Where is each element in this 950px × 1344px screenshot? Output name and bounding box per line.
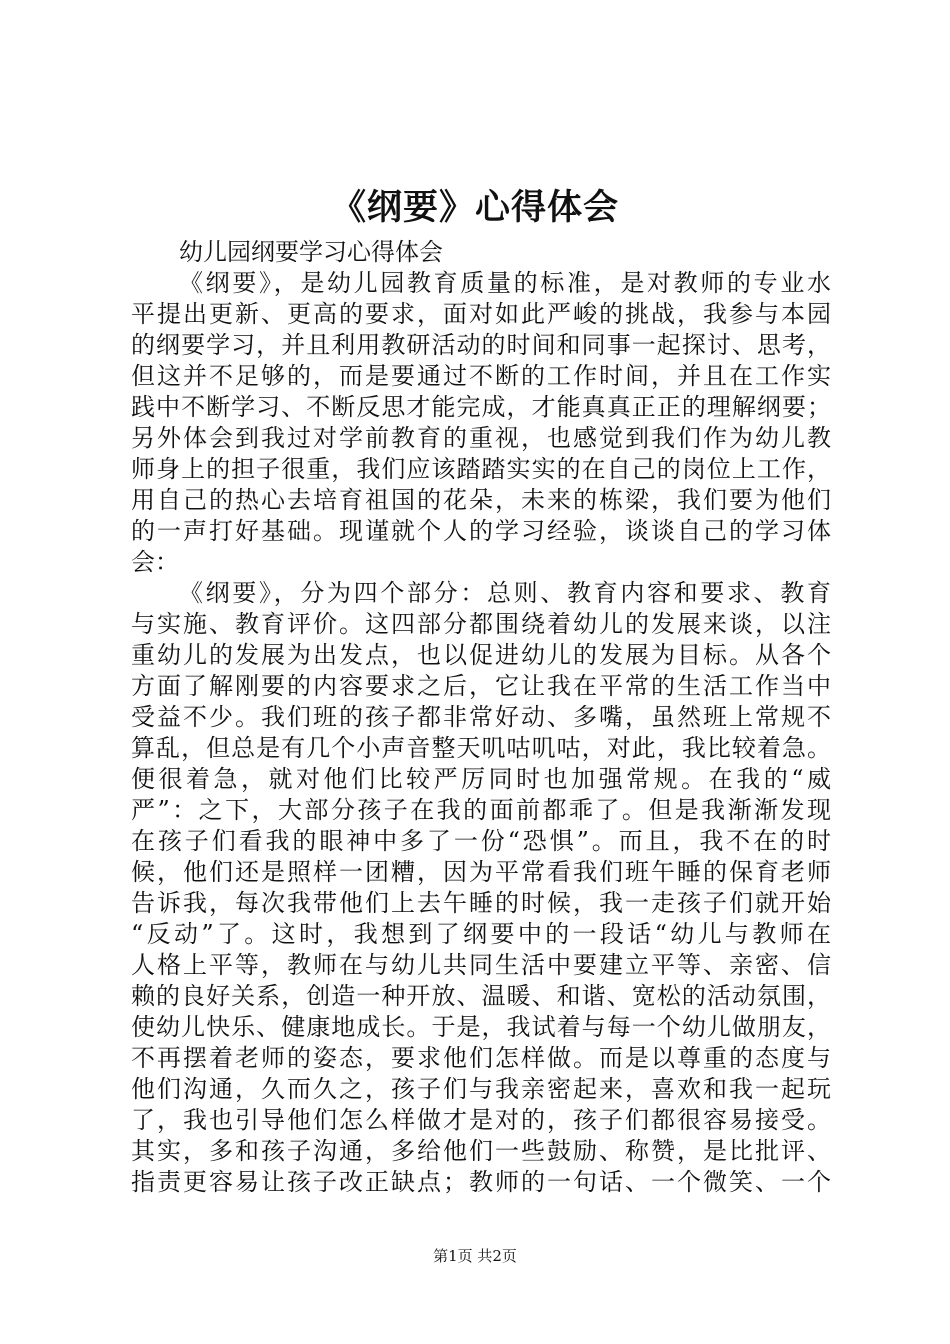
paragraph-line: 候，他们还是照样一团糟，因为平常看我们班午睡的保育老师 [131, 858, 831, 886]
paragraph-line: 算乱，但总是有几个小声音整天叽咕叽咕，对此，我比较着急。 [131, 734, 831, 762]
paragraph-line: 践中不断学习、不断反思才能完成，才能真真正正的理解纲要； [131, 393, 831, 421]
paragraph-line: 告诉我，每次我带他们上去午睡的时候，我一走孩子们就开始 [131, 889, 831, 917]
paragraph-1 [131, 268, 831, 578]
paragraph-line: 另外体会到我过对学前教育的重视，也感觉到我们作为幼儿教 [131, 424, 831, 452]
paragraph-line: 方面了解刚要的内容要求之后，它让我在平常的生活工作当中 [131, 672, 831, 700]
paragraph-line: 其实，多和孩子沟通，多给他们一些鼓励、称赞，是比批评、 [131, 1137, 831, 1165]
paragraph-line: 人格上平等，教师在与幼儿共同生活中要建立平等、亲密、信 [131, 951, 831, 979]
paragraph-line: 使幼儿快乐、健康地成长。于是，我试着与每一个幼儿做朋友， [131, 1013, 831, 1041]
paragraph-line: 的纲要学习，并且利用教研活动的时间和同事一起探讨、思考， [131, 331, 831, 359]
paragraph-2 [131, 578, 831, 1198]
paragraph-line: “反动”了。这时，我想到了纲要中的一段话“幼儿与教师在 [131, 920, 831, 948]
document-body [131, 237, 831, 1198]
paragraph-line: 指责更容易让孩子改正缺点；教师的一句话、一个微笑、一个 [131, 1168, 831, 1196]
paragraph-line: 与实施、教育评价。这四部分都围绕着幼儿的发展来谈，以注 [131, 610, 831, 638]
document-title: 《纲要》心得体会 [330, 187, 619, 228]
paragraph-line: 平提出更新、更高的要求，面对如此严峻的挑战，我参与本园 [131, 300, 831, 328]
page-number-footer: 第1页 共2页 [433, 1247, 517, 1265]
paragraph-line: 赖的良好关系，创造一种开放、温暖、和谐、宽松的活动氛围， [131, 982, 831, 1010]
paragraph-line: 他们沟通，久而久之，孩子们与我亲密起来，喜欢和我一起玩 [131, 1075, 831, 1103]
paragraph-line: 严”：之下，大部分孩子在我的面前都乖了。但是我渐渐发现 [131, 796, 831, 824]
paragraph-line: 便很着急，就对他们比较严厉同时也加强常规。在我的“威 [131, 765, 831, 793]
document-subtitle: 幼儿园纲要学习心得体会 [179, 238, 443, 266]
paragraph-line: 了，我也引导他们怎么样做才是对的，孩子们都很容易接受。 [131, 1106, 831, 1134]
paragraph-line: 但这并不足够的，而是要通过不断的工作时间，并且在工作实 [131, 362, 831, 390]
paragraph-line: 受益不少。我们班的孩子都非常好动、多嘴，虽然班上常规不 [131, 703, 831, 731]
paragraph-line: 重幼儿的发展为出发点，也以促进幼儿的发展为目标。从各个 [131, 641, 831, 669]
paragraph-line: 的一声打好基础。现谨就个人的学习经验，谈谈自己的学习体 [131, 517, 831, 545]
paragraph-line: 师身上的担子很重，我们应该踏踏实实的在自己的岗位上工作， [131, 455, 831, 483]
paragraph-line: 用自己的热心去培育祖国的花朵，未来的栋梁，我们要为他们 [131, 486, 831, 514]
paragraph-line: 《纲要》，分为四个部分：总则、教育内容和要求、教育 [179, 579, 831, 607]
paragraph-line: 会： [131, 548, 179, 576]
paragraph-line: 不再摆着老师的姿态，要求他们怎样做。而是以尊重的态度与 [131, 1044, 831, 1072]
paragraph-line: 在孩子们看我的眼神中多了一份“恐惧”。而且，我不在的时 [131, 827, 831, 855]
paragraph-line: 《纲要》，是幼儿园教育质量的标准，是对教师的专业水 [179, 269, 831, 297]
